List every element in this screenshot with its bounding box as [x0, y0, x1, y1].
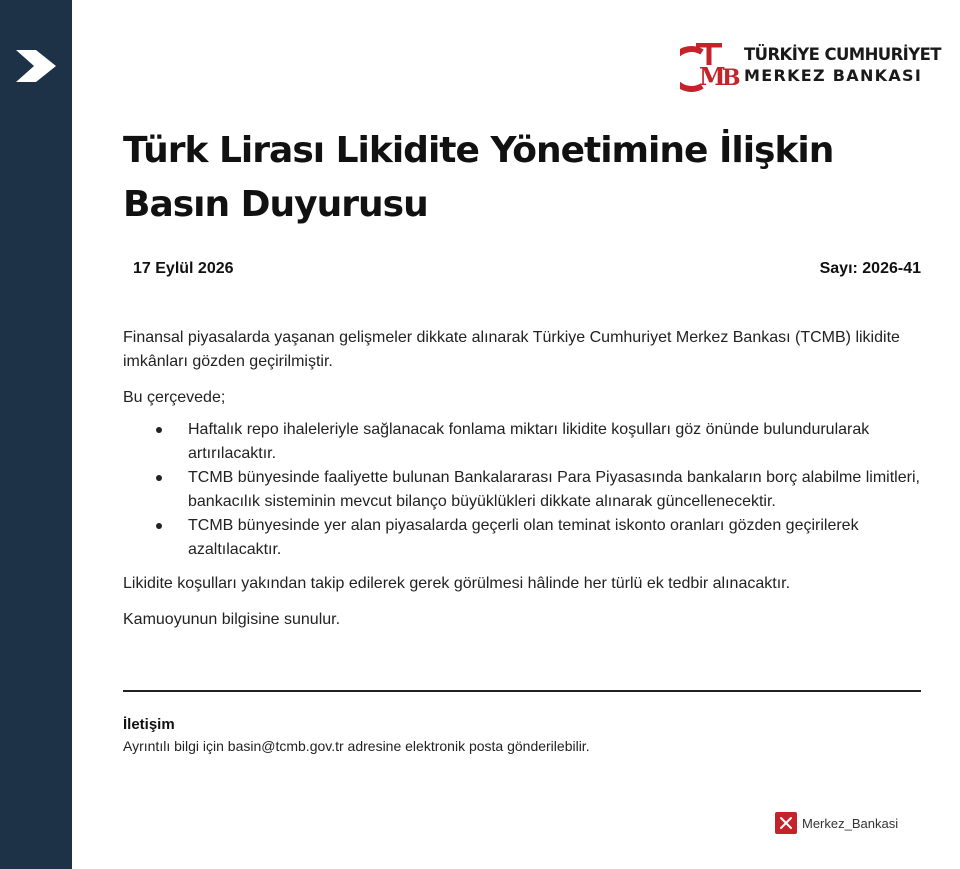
paragraph-framework: Bu çerçevede;: [123, 389, 226, 406]
x-icon[interactable]: [775, 812, 797, 834]
logo-line-2: MERKEZ BANKASI: [744, 66, 923, 85]
paragraph-followup: Likidite koşulları yakından takip edilerek gerek görülmesi hâlinde her türlü ek tedbir alınacaktır.: [123, 575, 791, 592]
paragraph-intro: Finansal piyasalarda yaşanan gelişmeler dikkate alınarak Türkiye Cumhuriyet Merkez Bankası (TCMB) likidite imkânları gözden geçirilmiştir.: [123, 329, 900, 370]
document-issue-number: Sayı: 2026-41: [819, 260, 921, 277]
chevron-right-icon[interactable]: [14, 46, 58, 86]
tcmb-logo: [680, 40, 941, 92]
list-item: TCMB bünyesinde yer alan piyasalarda geçerli olan teminat iskonto oranları gözden geçirilerek azaltılacaktır.: [123, 514, 923, 562]
social-link[interactable]: [775, 812, 898, 834]
contact-heading: İletişim: [123, 716, 175, 733]
list-item: TCMB bünyesinde faaliyette bulunan Bankalararası Para Piyasasında bankaların borç alabilme limitleri, bankacılık sisteminin mevcut bilanço büyüklükleri dikkate alınarak güncellenecektir.: [123, 466, 923, 514]
svg-text:B: B: [722, 65, 741, 91]
title-line-1: Türk Lirası Likidite Yönetimine İlişkin: [123, 130, 834, 171]
paragraph-closing: Kamuoyunun bilgisine sunulur.: [123, 611, 341, 628]
sidebar: [0, 0, 72, 869]
page-title: [123, 124, 923, 232]
measures-list: [123, 418, 923, 562]
social-handle[interactable]: Merkez_Bankasi: [802, 815, 899, 831]
divider: [123, 690, 921, 692]
list-item: Haftalık repo ihaleleriyle sağlanacak fonlama miktarı likidite koşulları göz önünde bulundurularak artırılacaktır.: [123, 418, 923, 466]
logo-line-1: TÜRKİYE CUMHURİYET: [744, 45, 941, 64]
document-date: 17 Eylül 2026: [133, 260, 234, 277]
svg-text:M: M: [699, 62, 726, 91]
document-body: [123, 326, 923, 632]
title-line-2: Basın Duyurusu: [123, 184, 428, 225]
contact-text: Ayrıntılı bilgi için basin@tcmb.gov.tr adresine elektronik posta gönderilebilir.: [123, 738, 590, 754]
tcmb-emblem-icon: [680, 40, 742, 92]
